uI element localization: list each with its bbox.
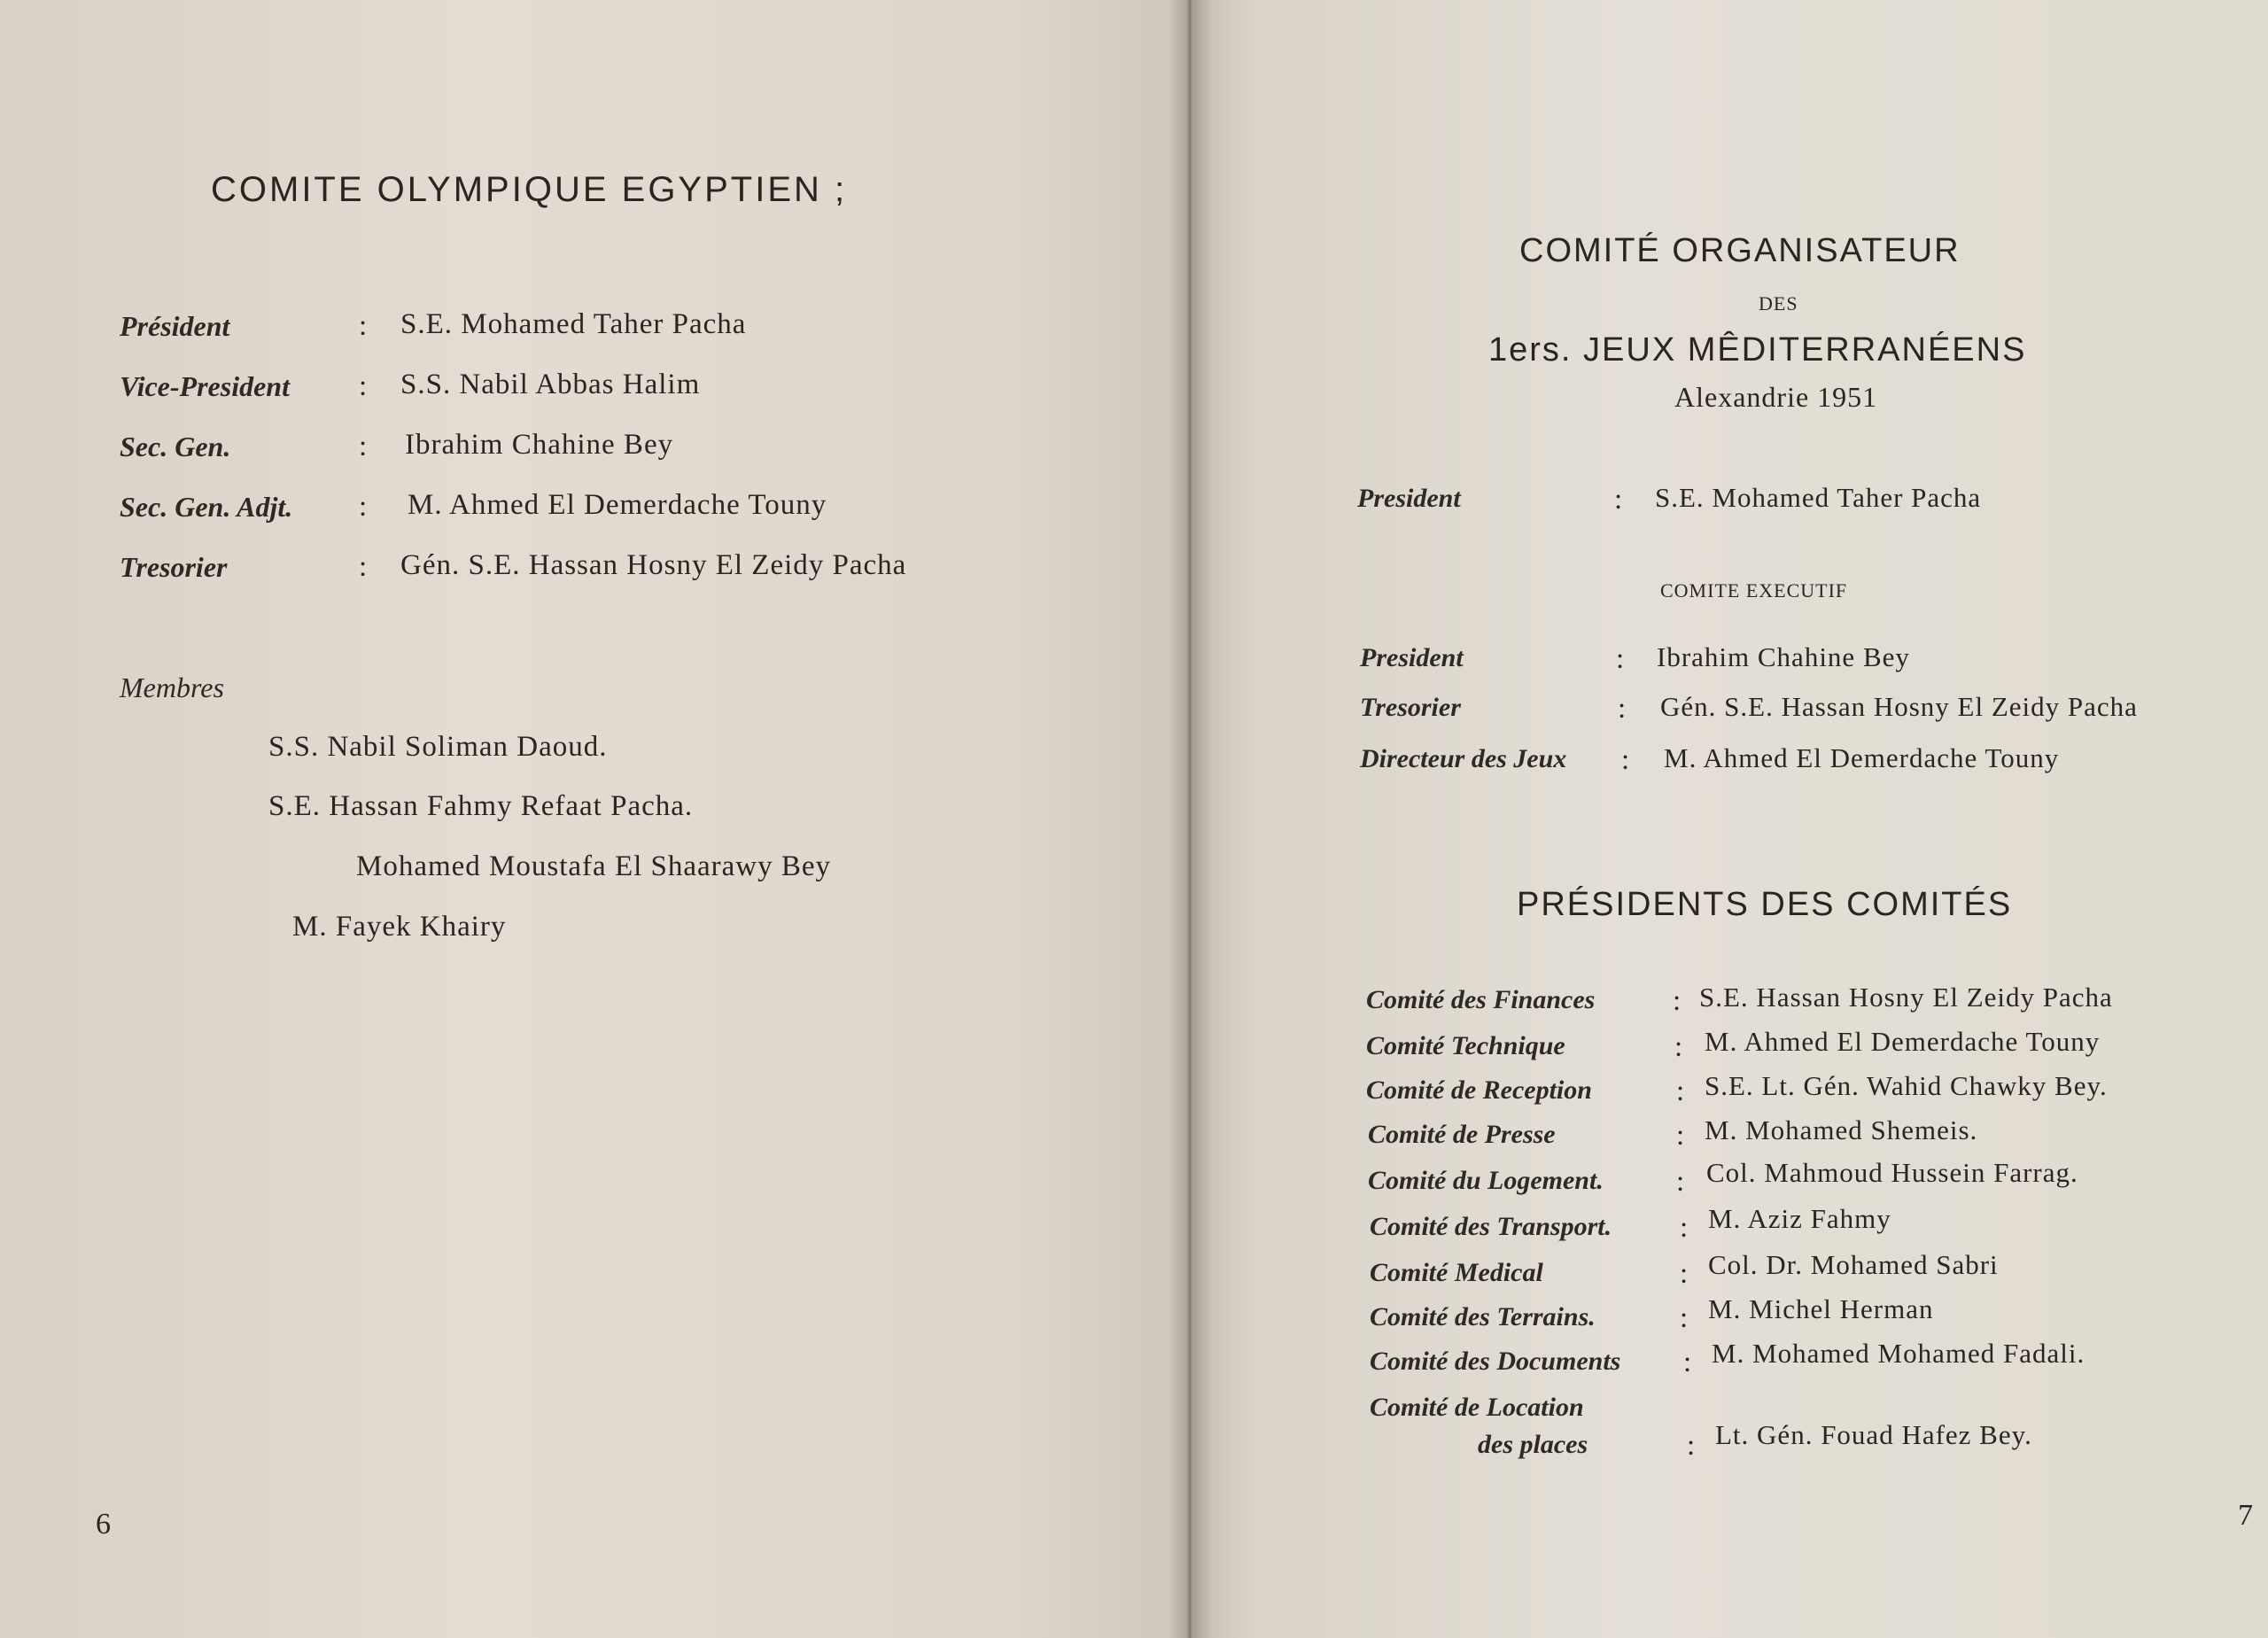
member-name: M. Fayek Khairy: [292, 911, 507, 943]
committee-colon: :: [1674, 1031, 1683, 1063]
president-name: S.E. Mohamed Taher Pacha: [1655, 482, 1982, 513]
games-title: 1ers. JEUX MÊDITERRANÉENS: [1488, 331, 2027, 369]
committee-chair: M. Ahmed El Demerdache Touny: [1705, 1026, 2101, 1057]
committee-role: Comité de Reception: [1366, 1075, 1592, 1105]
officer-colon: :: [359, 310, 368, 342]
committee-chair: M. Michel Herman: [1708, 1293, 1934, 1324]
committee-role: Comité Technique: [1366, 1031, 1565, 1060]
executive-role: President: [1360, 643, 1464, 672]
officer-name: S.E. Mohamed Taher Pacha: [400, 308, 747, 340]
committee-role: Comité de Presse: [1368, 1120, 1556, 1149]
officer-colon: :: [359, 370, 368, 402]
executive-role: Directeur des Jeux: [1360, 744, 1567, 773]
committee-chair: M. Mohamed Shemeis.: [1705, 1114, 1978, 1145]
games-location-year: Alexandrie 1951: [1674, 381, 1878, 413]
executive-colon: :: [1618, 693, 1627, 725]
executive-name: M. Ahmed El Demerdache Touny: [1664, 742, 2060, 773]
committee-colon: :: [1680, 1258, 1689, 1290]
committee-role: Comité des Transport.: [1370, 1212, 1612, 1241]
members-label: Membres: [120, 672, 224, 703]
left-page-title: COMITE OLYMPIQUE EGYPTIEN ;: [211, 170, 848, 209]
committee-chair: M. Aziz Fahmy: [1708, 1203, 1891, 1234]
committee-chair: Lt. Gén. Fouad Hafez Bey.: [1715, 1419, 2032, 1450]
president-role: President: [1357, 484, 1461, 513]
officer-colon: :: [359, 491, 368, 523]
committee-colon: :: [1676, 1166, 1685, 1198]
executive-role: Tresorier: [1360, 693, 1461, 722]
officer-role: Vice-President: [120, 370, 290, 402]
committee-role: Comité du Logement.: [1368, 1166, 1604, 1195]
committee-colon: :: [1680, 1302, 1689, 1334]
committees-heading: PRÉSIDENTS DES COMITÉS: [1517, 886, 2013, 923]
committee-role: Comité des Terrains.: [1370, 1302, 1596, 1331]
committee-chair: Col. Mahmoud Hussein Farrag.: [1706, 1157, 2078, 1188]
committee-colon: :: [1676, 1075, 1685, 1107]
committee-colon: :: [1687, 1430, 1696, 1462]
committee-chair: M. Mohamed Mohamed Fadali.: [1712, 1338, 2085, 1369]
organising-committee-title: COMITÉ ORGANISATEUR: [1519, 232, 1961, 269]
officer-role: Président: [120, 310, 230, 342]
committee-role: Comité des Finances: [1366, 985, 1596, 1014]
officer-name: S.S. Nabil Abbas Halim: [400, 369, 701, 400]
member-name: S.E. Hassan Fahmy Refaat Pacha.: [268, 790, 694, 822]
executive-colon: :: [1616, 643, 1625, 675]
officer-role: Sec. Gen.: [120, 431, 231, 462]
title-des: DES: [1759, 292, 1798, 314]
president-colon: :: [1614, 484, 1623, 516]
member-name: Mohamed Moustafa El Shaarawy Bey: [356, 850, 832, 882]
committee-colon: :: [1676, 1120, 1685, 1152]
committee-chair: Col. Dr. Mohamed Sabri: [1708, 1249, 1999, 1280]
book-gutter: [1168, 0, 1212, 1638]
committee-role: Comité de Location: [1370, 1393, 1584, 1422]
page-number-left: 6: [96, 1508, 111, 1541]
officer-role: Sec. Gen. Adjt.: [120, 491, 293, 523]
officer-name: Ibrahim Chahine Bey: [405, 429, 674, 461]
committee-role-continued: des places: [1478, 1430, 1588, 1459]
committee-colon: :: [1680, 1212, 1689, 1244]
member-name: S.S. Nabil Soliman Daoud.: [268, 731, 608, 763]
executive-name: Ibrahim Chahine Bey: [1657, 641, 1910, 672]
right-page: [1187, 0, 2268, 1638]
officer-name: M. Ahmed El Demerdache Touny: [408, 489, 827, 521]
committee-role: Comité Medical: [1370, 1258, 1543, 1287]
executive-name: Gén. S.E. Hassan Hosny El Zeidy Pacha: [1660, 691, 2138, 722]
committee-chair: S.E. Hassan Hosny El Zeidy Pacha: [1699, 982, 2113, 1013]
committee-chair: S.E. Lt. Gén. Wahid Chawky Bey.: [1705, 1070, 2108, 1101]
officer-colon: :: [359, 551, 368, 583]
officer-colon: :: [359, 431, 368, 462]
committee-colon: :: [1673, 985, 1682, 1017]
committee-colon: :: [1683, 1347, 1692, 1378]
officer-role: Tresorier: [120, 551, 228, 583]
executive-colon: :: [1621, 744, 1630, 776]
executive-heading: COMITE EXECUTIF: [1660, 579, 1848, 602]
committee-role: Comité des Documents: [1370, 1347, 1621, 1376]
page-number-right: 7: [2238, 1499, 2253, 1532]
officer-name: Gén. S.E. Hassan Hosny El Zeidy Pacha: [400, 549, 907, 581]
